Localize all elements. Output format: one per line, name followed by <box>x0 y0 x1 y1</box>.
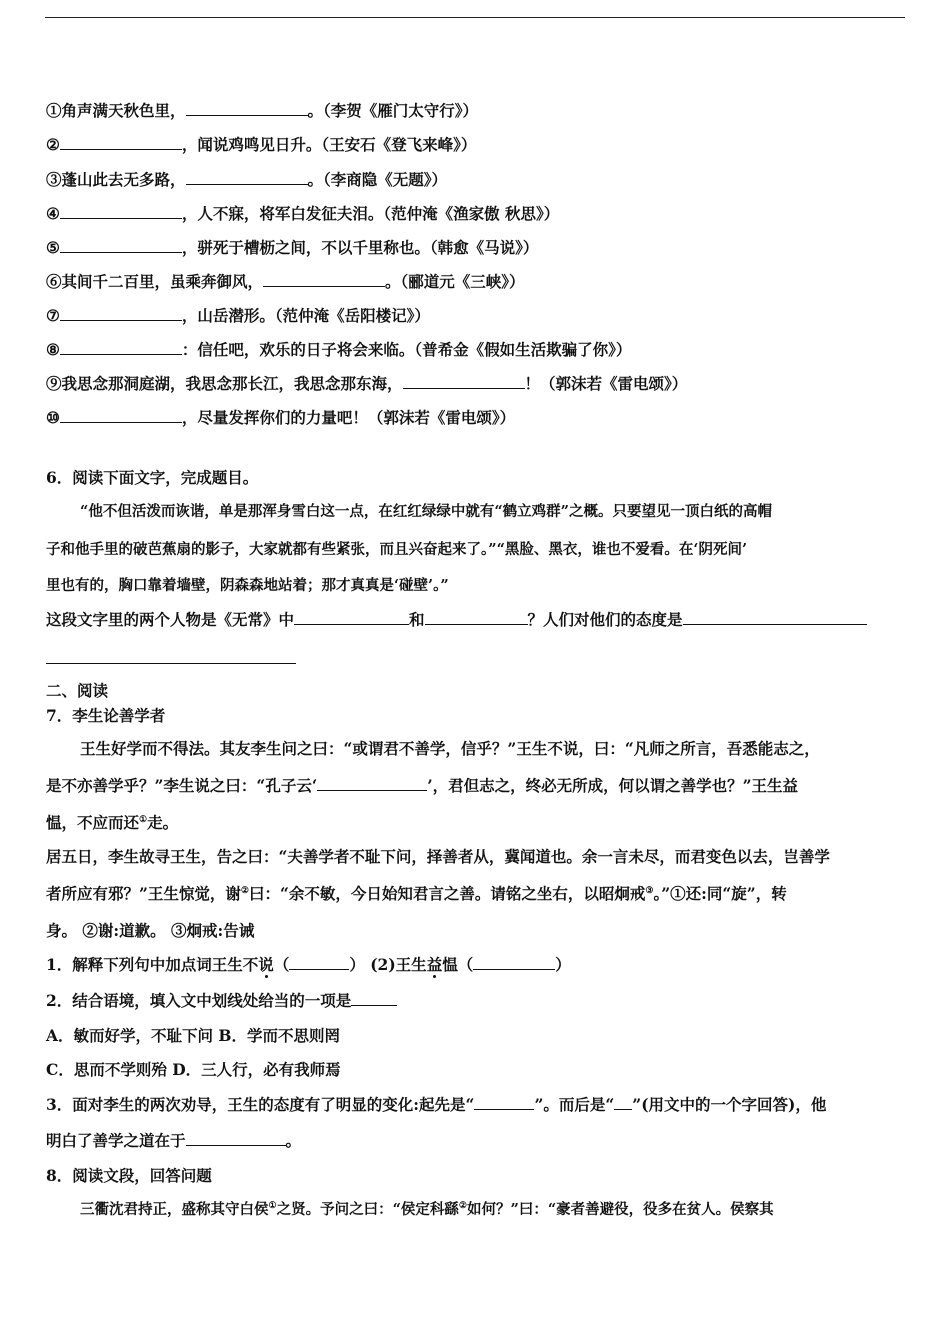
poem-line-6: ⑥其间千二百里，虽乘奔御风， 。（郦道元《三峡》） <box>46 272 525 291</box>
q7-sub3: 3．面对李生的两次劝导，王生的态度有了明显的变化:起先是“ ”。而后是“ ”(用文中的一个字回答)，他 <box>46 1095 827 1114</box>
poem-line-1: ①角声满天秋色里， 。（李贺《雁门太守行》） <box>46 101 479 120</box>
q6-passage-line: 里也有的，胸口靠着墙壁，阴森森地站着；那才真真是‘碰壁’。” <box>46 577 449 594</box>
answer-blank[interactable] <box>60 306 182 321</box>
answer-blank[interactable] <box>473 955 555 970</box>
poem-line-7: ⑦ ，山岳潜形。（范仲淹《岳阳楼记》） <box>46 306 430 325</box>
answer-blank[interactable] <box>60 135 182 150</box>
q7-sub3-cont: 明白了善学之道在于 。 <box>46 1131 302 1150</box>
answer-blank[interactable] <box>294 610 409 625</box>
poem-line-10: ⑩ ，尽量发挥你们的力量吧！（郭沫若《雷电颂》） <box>46 408 516 427</box>
poem-line-4: ④ ，人不寐，将军白发征夫泪。（范仲淹《渔家傲 秋思》） <box>46 204 560 223</box>
answer-blank[interactable] <box>186 1131 286 1146</box>
q6-title: 6．阅读下面文字，完成题目。 <box>46 468 259 487</box>
q6-question: 这段文字里的两个人物是《无常》中 和 ？人们对他们的态度是 <box>46 610 867 630</box>
q8-title: 8．阅读文段，回答问题 <box>46 1166 212 1185</box>
q7-passage-line: 者所应有邪？”王生惊觉，谢②曰：“余不敏，今日始知君言之善。请铭之坐右，以昭炯戒③。”①还:同“旋”，转 <box>46 884 787 903</box>
answer-blank[interactable] <box>263 272 385 287</box>
q7-passage-line: 王生好学而不得法。其友李生问之曰：“或谓君不善学，信乎？”王生不说，曰：“凡师之所言，吾悉能志之， <box>80 739 820 758</box>
answer-blank[interactable] <box>351 991 397 1006</box>
poem-line-9: ⑨我思念那洞庭湖，我思念那长江，我思念那东海， ！（郭沫若《雷电颂》） <box>46 374 688 393</box>
answer-blank[interactable] <box>60 408 182 423</box>
answer-blank[interactable] <box>317 776 427 791</box>
answer-blank[interactable] <box>474 1095 534 1110</box>
poem-line-3: ③蓬山此去无多路， 。（李商隐《无题》） <box>46 170 448 189</box>
q7-title: 7．李生论善学者 <box>46 706 166 725</box>
answer-blank[interactable] <box>60 340 182 355</box>
answer-blank[interactable] <box>425 610 528 625</box>
q8-passage-line: 三衢沈君持正，盛称其守白侯①之贤。予问之曰：“侯定科繇②如何？”曰：“豪者善避役，役多在贫人。侯察其 <box>80 1201 774 1218</box>
header-rule <box>45 17 905 18</box>
answer-blank[interactable] <box>683 610 867 625</box>
q6-passage-line: 子和他手里的破芭蕉扇的影子，大家就都有些紧张，而且兴奋起来了。”“黑脸、黑衣，谁也不爱看。在‘阴死间’ <box>46 541 748 558</box>
q7-footnotes: 身。 ②谢:道歉。 ③炯戒:告诫 <box>46 921 255 940</box>
answer-blank[interactable] <box>289 955 349 970</box>
q7-options-cd: C．思而不学则殆 D．三人行，必有我师焉 <box>46 1060 341 1079</box>
q7-sub1: 1．解释下列句中加点词王生不说（ ） (2)王生益愠（ ） <box>46 955 571 974</box>
answer-blank[interactable] <box>186 101 308 116</box>
poem-line-5: ⑤ ，骈死于槽枥之间，不以千里称也。（韩愈《马说》） <box>46 238 539 257</box>
answer-blank[interactable] <box>614 1095 632 1110</box>
answer-blank[interactable] <box>60 238 182 253</box>
poem-line-8: ⑧ ：信任吧，欢乐的日子将会来临。（普希金《假如生活欺骗了你》） <box>46 340 632 359</box>
poem-line-2: ② ，闻说鸡鸣见日升。（王安石《登飞来峰》） <box>46 135 477 154</box>
answer-blank-continued[interactable] <box>46 663 296 664</box>
answer-blank[interactable] <box>60 204 182 219</box>
q7-passage-line: 居五日，李生故寻王生，告之曰：“夫善学者不耻下问，择善者从，冀闻道也。余一言未尽，而君变色以去，岂善学 <box>46 847 830 866</box>
answer-blank[interactable] <box>186 170 308 185</box>
q7-passage-line: 是不亦善学乎？”李生说之曰：“孔子云‘ ’，君但志之，终必无所成，何以谓之善学也？”王生益 <box>46 776 799 795</box>
q7-sub2: 2．结合语境，填入文中划线处给当的一项是 <box>46 991 397 1011</box>
q6-passage-line: “他不但活泼而诙谐，单是那浑身雪白这一点，在红红绿绿中就有“鹤立鸡群”之概。只要望见一顶白纸的高帽 <box>80 503 773 520</box>
q7-options-ab: A．敏而好学，不耻下问 B．学而不思则罔 <box>46 1026 341 1045</box>
answer-blank[interactable] <box>403 374 525 389</box>
q7-passage-line: 愠，不应而还①走。 <box>46 813 179 832</box>
section-heading: 二、阅读 <box>46 681 109 700</box>
